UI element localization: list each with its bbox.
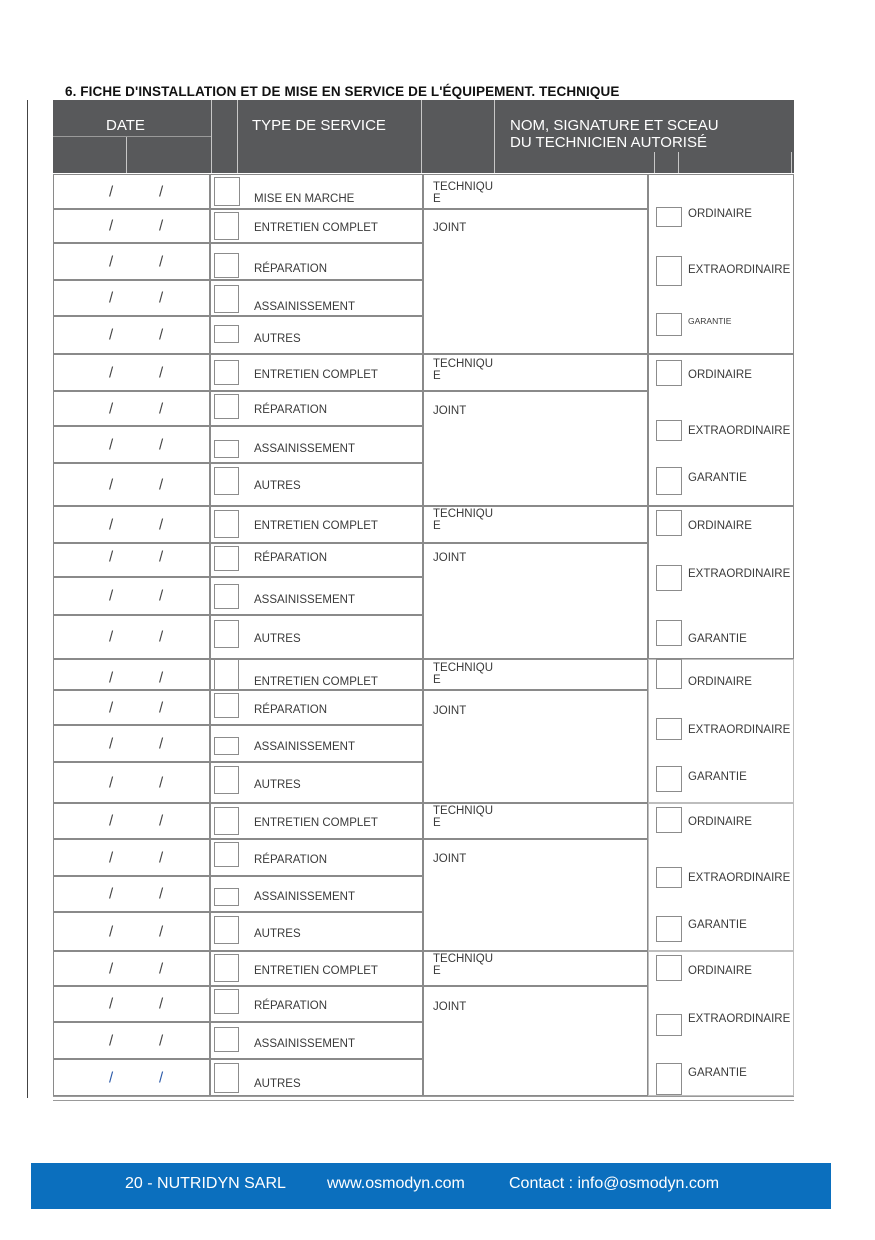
date-slash: / — [159, 1069, 164, 1086]
joint-label: JOINT — [433, 405, 467, 417]
service-label: AUTRES — [254, 333, 301, 345]
technique-label-part: TECHNIQU — [433, 662, 494, 674]
service-checkbox[interactable] — [214, 954, 239, 982]
service-checkbox[interactable] — [214, 842, 239, 867]
date-slash: / — [159, 812, 164, 830]
date-slash: / — [159, 400, 164, 417]
date-slash: / — [109, 548, 114, 566]
header-type: TYPE DE SERVICE — [252, 117, 386, 134]
date-slash: / — [109, 669, 114, 687]
date-cell[interactable] — [53, 426, 210, 463]
service-label: ASSAINISSEMENT — [254, 891, 355, 903]
date-cell[interactable] — [53, 316, 210, 354]
date-cell[interactable] — [53, 280, 210, 316]
date-slash: / — [159, 253, 164, 270]
date-slash: / — [109, 289, 114, 307]
header-divider — [791, 152, 792, 173]
footer-contact-link[interactable]: Contact : info@osmodyn.com — [509, 1175, 720, 1192]
garantie-checkbox[interactable] — [656, 766, 682, 792]
joint-label: JOINT — [433, 222, 467, 234]
service-checkbox[interactable] — [214, 212, 239, 240]
joint-label: JOINT — [433, 705, 467, 717]
service-label: ASSAINISSEMENT — [254, 741, 355, 753]
date-slash: / — [159, 516, 164, 533]
technique-label — [433, 358, 493, 382]
option-label: EXTRAORDINAIRE — [688, 568, 791, 580]
date-slash: / — [159, 1032, 164, 1049]
service-label: MISE EN MARCHE — [254, 193, 355, 205]
header-divider — [126, 136, 127, 173]
service-checkbox[interactable] — [214, 285, 239, 313]
entry-group — [53, 659, 794, 803]
ordinaire-checkbox[interactable] — [656, 207, 682, 227]
date-cell[interactable] — [53, 209, 210, 243]
option-label: GARANTIE — [688, 1067, 747, 1079]
technique-label — [433, 662, 493, 686]
service-label: RÉPARATION — [254, 704, 328, 716]
footer-page-company: 20 - NUTRIDYN SARL — [125, 1175, 286, 1192]
service-label: AUTRES — [254, 480, 301, 492]
date-cell[interactable] — [53, 1059, 210, 1096]
date-cell[interactable] — [53, 615, 210, 659]
service-label: ASSAINISSEMENT — [254, 301, 355, 313]
technique-label-part: E — [433, 674, 441, 686]
service-label: RÉPARATION — [254, 1000, 328, 1012]
type-cell — [210, 615, 423, 659]
ordinaire-checkbox[interactable] — [656, 659, 682, 689]
date-cell[interactable] — [53, 690, 210, 725]
option-label: GARANTIE — [688, 771, 747, 783]
option-label: EXTRAORDINAIRE — [688, 1013, 791, 1025]
date-cell[interactable] — [53, 876, 210, 912]
date-slash: / — [159, 628, 164, 646]
date-cell[interactable] — [53, 391, 210, 426]
type-cell — [210, 316, 423, 354]
service-label: ENTRETIEN COMPLET — [254, 369, 378, 381]
entry-group — [53, 354, 794, 506]
date-slash: / — [109, 699, 114, 716]
technique-label — [433, 805, 493, 829]
service-label: ENTRETIEN COMPLET — [254, 520, 378, 532]
technique-label-part: E — [433, 817, 441, 829]
option-label: EXTRAORDINAIRE — [688, 872, 791, 884]
option-label: ORDINAIRE — [688, 208, 752, 220]
option-label: GARANTIE — [688, 919, 747, 931]
service-label: ENTRETIEN COMPLET — [254, 222, 378, 234]
ordinaire-checkbox[interactable] — [656, 360, 682, 386]
date-slash: / — [109, 960, 114, 977]
extraordinaire-checkbox[interactable] — [656, 1014, 682, 1036]
header-divider — [654, 152, 655, 173]
joint-label: JOINT — [433, 552, 467, 564]
extraordinaire-checkbox[interactable] — [656, 420, 682, 441]
entry-group — [53, 951, 794, 1096]
entry-group — [53, 803, 794, 951]
joint-label: JOINT — [433, 1001, 467, 1013]
table-header — [53, 100, 794, 173]
header-name-line1: NOM, SIGNATURE ET SCEAU — [510, 117, 719, 134]
technique-label — [433, 953, 493, 977]
service-label: ASSAINISSEMENT — [254, 443, 355, 455]
extraordinaire-checkbox[interactable] — [656, 718, 682, 740]
option-label: GARANTIE — [688, 316, 732, 326]
date-cell[interactable] — [53, 951, 210, 986]
date-slash: / — [109, 476, 114, 493]
service-label: ENTRETIEN COMPLET — [254, 676, 378, 688]
date-slash: / — [109, 183, 114, 200]
date-slash: / — [159, 476, 164, 493]
date-cell[interactable] — [53, 912, 210, 951]
service-label: RÉPARATION — [254, 404, 328, 416]
date-slash: / — [159, 364, 164, 381]
date-slash: / — [109, 587, 114, 605]
garantie-checkbox[interactable] — [656, 313, 682, 336]
extraordinaire-checkbox[interactable] — [656, 867, 682, 888]
service-checkbox[interactable] — [214, 989, 239, 1014]
option-label: ORDINAIRE — [688, 369, 752, 381]
date-cell[interactable] — [53, 463, 210, 506]
date-slash: / — [109, 774, 114, 791]
date-slash: / — [109, 1032, 114, 1049]
technique-label — [433, 181, 493, 205]
option-label: ORDINAIRE — [688, 816, 752, 828]
service-checkbox[interactable] — [214, 546, 239, 571]
service-checkbox[interactable] — [214, 584, 239, 609]
type-cell — [210, 912, 423, 951]
date-cell[interactable] — [53, 762, 210, 803]
date-slash: / — [109, 253, 114, 270]
type-cell — [210, 1059, 423, 1096]
header-divider — [678, 152, 679, 173]
entry-group — [53, 506, 794, 659]
service-label: ASSAINISSEMENT — [254, 594, 355, 606]
date-cell[interactable] — [53, 506, 210, 543]
header-divider — [53, 136, 211, 137]
date-slash: / — [109, 923, 114, 940]
technique-label-part: E — [433, 193, 441, 205]
garantie-checkbox[interactable] — [656, 620, 682, 646]
date-slash: / — [109, 364, 114, 381]
date-slash: / — [109, 326, 114, 344]
service-label: ENTRETIEN COMPLET — [254, 817, 378, 829]
service-label: ENTRETIEN COMPLET — [254, 965, 378, 977]
date-slash: / — [159, 289, 164, 307]
option-label: ORDINAIRE — [688, 676, 752, 688]
option-label: EXTRAORDINAIRE — [688, 425, 791, 437]
technique-label — [433, 508, 493, 532]
service-label: RÉPARATION — [254, 552, 328, 564]
date-slash: / — [159, 960, 164, 977]
header-divider — [494, 100, 495, 173]
service-label: AUTRES — [254, 928, 301, 940]
service-checkbox[interactable] — [214, 807, 239, 835]
service-checkbox[interactable] — [214, 325, 239, 343]
date-slash: / — [159, 669, 164, 687]
service-checkbox[interactable] — [214, 510, 239, 538]
service-checkbox[interactable] — [214, 766, 239, 794]
date-slash: / — [109, 812, 114, 830]
service-log-table — [53, 100, 794, 1098]
date-slash: / — [109, 400, 114, 417]
date-slash: / — [109, 436, 114, 453]
service-checkbox[interactable] — [214, 177, 240, 206]
date-slash: / — [109, 995, 114, 1013]
service-checkbox[interactable] — [214, 693, 239, 718]
page-footer — [31, 1163, 831, 1209]
technique-label-part: E — [433, 965, 441, 977]
service-checkbox[interactable] — [214, 360, 239, 385]
table-bottom-rule — [53, 1096, 794, 1101]
option-label: GARANTIE — [688, 633, 747, 645]
service-checkbox[interactable] — [214, 1063, 239, 1093]
date-slash: / — [159, 885, 164, 903]
date-slash: / — [159, 849, 164, 866]
header-divider — [421, 100, 422, 173]
service-checkbox[interactable] — [214, 659, 239, 690]
option-label: GARANTIE — [688, 472, 747, 484]
date-slash: / — [159, 587, 164, 605]
date-cell[interactable] — [53, 543, 210, 577]
technique-label-part: TECHNIQU — [433, 805, 494, 817]
date-slash: / — [159, 923, 164, 940]
technique-label-part: TECHNIQU — [433, 508, 494, 520]
service-checkbox[interactable] — [214, 394, 239, 419]
left-margin-rule — [27, 100, 28, 1098]
service-label: ASSAINISSEMENT — [254, 1038, 355, 1050]
extraordinaire-checkbox[interactable] — [656, 565, 682, 591]
service-label: AUTRES — [254, 1078, 301, 1090]
date-slash: / — [159, 436, 164, 453]
service-checkbox[interactable] — [214, 253, 239, 278]
service-checkbox[interactable] — [214, 737, 239, 755]
footer-website-link[interactable]: www.osmodyn.com — [327, 1175, 465, 1192]
ordinaire-checkbox[interactable] — [656, 510, 682, 536]
date-slash: / — [109, 628, 114, 646]
service-checkbox[interactable] — [214, 1027, 239, 1052]
header-divider — [211, 100, 212, 173]
option-label: ORDINAIRE — [688, 965, 752, 977]
technique-label-part: TECHNIQU — [433, 358, 494, 370]
option-label: EXTRAORDINAIRE — [688, 264, 791, 276]
header-divider — [237, 100, 238, 173]
date-slash: / — [159, 735, 164, 752]
entry-group — [53, 174, 794, 354]
service-checkbox[interactable] — [214, 467, 239, 495]
date-slash: / — [109, 217, 114, 235]
ordinaire-checkbox[interactable] — [656, 955, 682, 981]
date-slash: / — [159, 326, 164, 344]
type-cell — [210, 762, 423, 803]
service-label: RÉPARATION — [254, 854, 328, 866]
option-label: ORDINAIRE — [688, 520, 752, 532]
date-slash: / — [159, 699, 164, 716]
date-slash: / — [109, 1069, 114, 1086]
joint-label: JOINT — [433, 853, 467, 865]
extraordinaire-checkbox[interactable] — [656, 256, 682, 286]
date-slash: / — [109, 516, 114, 533]
date-slash: / — [159, 548, 164, 566]
date-cell[interactable] — [53, 803, 210, 839]
ordinaire-checkbox[interactable] — [656, 807, 682, 833]
technique-label-part: E — [433, 520, 441, 532]
service-checkbox[interactable] — [214, 888, 239, 906]
date-slash: / — [109, 885, 114, 903]
section-title: 6. FICHE D'INSTALLATION ET DE MISE EN SERVICE DE L'ÉQUIPEMENT. TECHNIQUE — [65, 84, 620, 99]
date-slash: / — [159, 183, 164, 200]
header-date: DATE — [106, 117, 145, 134]
date-cell[interactable] — [53, 174, 210, 209]
service-label: RÉPARATION — [254, 263, 328, 275]
service-checkbox[interactable] — [214, 916, 239, 944]
date-cell[interactable] — [53, 659, 210, 690]
date-cell[interactable] — [53, 725, 210, 762]
service-label: AUTRES — [254, 779, 301, 791]
garantie-checkbox[interactable] — [656, 467, 682, 495]
technique-label-part: TECHNIQU — [433, 953, 494, 965]
date-cell[interactable] — [53, 577, 210, 615]
date-slash: / — [109, 735, 114, 752]
date-cell[interactable] — [53, 986, 210, 1022]
date-slash: / — [109, 849, 114, 866]
option-label: EXTRAORDINAIRE — [688, 724, 791, 736]
date-slash: / — [159, 217, 164, 235]
date-cell[interactable] — [53, 243, 210, 280]
date-slash: / — [159, 774, 164, 791]
technique-label-part: E — [433, 370, 441, 382]
date-cell[interactable] — [53, 354, 210, 391]
service-checkbox[interactable] — [214, 440, 239, 458]
header-name-line2: DU TECHNICIEN AUTORISÉ — [510, 134, 707, 151]
service-label: AUTRES — [254, 633, 301, 645]
type-cell — [210, 463, 423, 506]
technique-label-part: TECHNIQU — [433, 181, 494, 193]
date-cell[interactable] — [53, 1022, 210, 1059]
garantie-checkbox[interactable] — [656, 916, 682, 942]
garantie-checkbox[interactable] — [656, 1063, 682, 1095]
date-cell[interactable] — [53, 839, 210, 876]
date-slash: / — [159, 995, 164, 1013]
service-checkbox[interactable] — [214, 620, 239, 648]
